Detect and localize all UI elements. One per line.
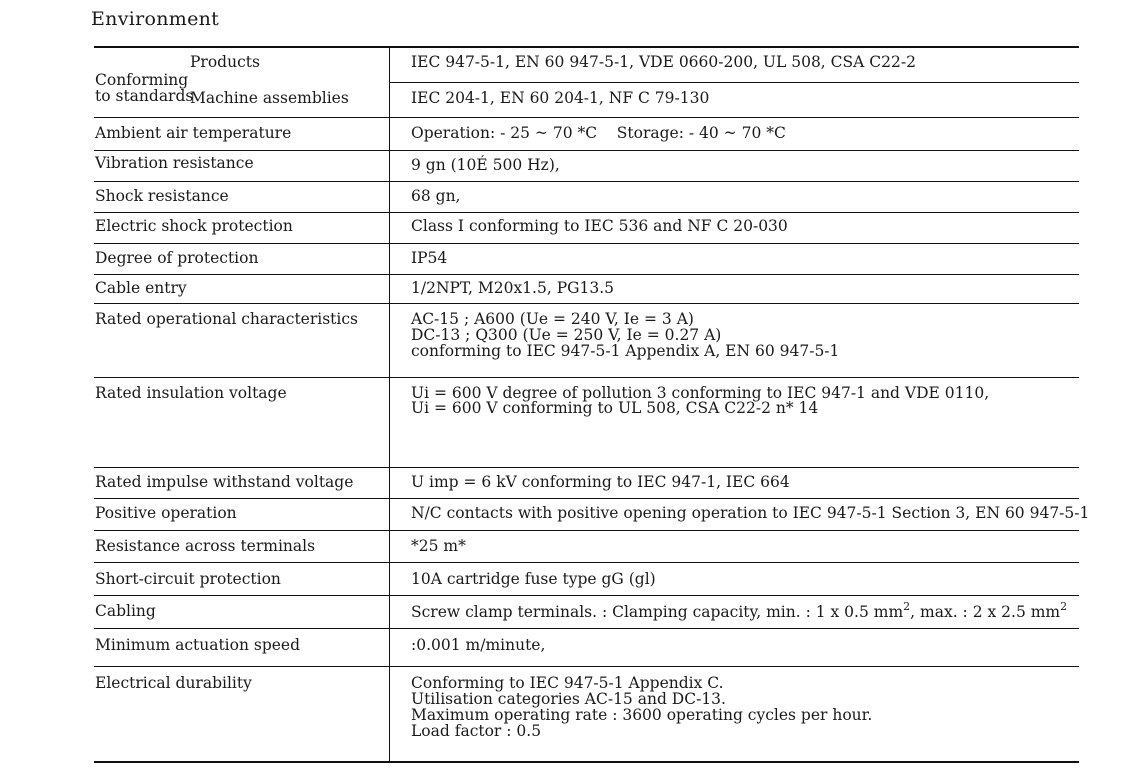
- positive-operation-value: N/C contacts with positive opening operation to IEC 947-5-1 Section 3, EN 60 947-5-1: [411, 504, 1090, 522]
- row-divider: [94, 150, 1079, 151]
- table-bottom-rule: [94, 761, 1079, 763]
- row-divider: [94, 117, 1079, 118]
- electrical-durability-value-line: Conforming to IEC 947-5-1 Appendix C.: [411, 674, 724, 692]
- rated-impulse-value: U imp = 6 kV conforming to IEC 947-1, IEC 664: [411, 473, 790, 491]
- row-divider: [390, 82, 1079, 83]
- cabling-text: Screw clamp terminals. : Clamping capacity, min. : 1 x 0.5 mm: [411, 603, 904, 621]
- degree-of-protection-value: IP54: [411, 249, 448, 267]
- electrical-durability-value-line: Load factor : 0.5: [411, 722, 542, 740]
- vibration-resistance-value: 9 gn (10É 500 Hz),: [411, 156, 560, 174]
- cabling-label: Cabling: [95, 602, 156, 620]
- ambient-temperature-value: Operation: - 25 ~ 70 *C Storage: - 40 ~ 70 *C: [411, 124, 786, 142]
- superscript: 2: [903, 599, 911, 613]
- table-top-rule: [94, 46, 1079, 48]
- row-divider: [94, 181, 1079, 182]
- shock-resistance-value: 68 gn,: [411, 187, 461, 205]
- cable-entry-value: 1/2NPT, M20x1.5, PG13.5: [411, 279, 615, 297]
- row-divider: [94, 377, 1079, 378]
- degree-of-protection-label: Degree of protection: [95, 249, 259, 267]
- products-value: IEC 947-5-1, EN 60 947-5-1, VDE 0660-200, UL 508, CSA C22-2: [411, 53, 916, 71]
- cable-entry-label: Cable entry: [95, 279, 187, 297]
- rated-operational-label: Rated operational characteristics: [95, 310, 359, 328]
- machine-assemblies-label: Machine assemblies: [190, 89, 349, 107]
- rated-operational-value-line: conforming to IEC 947-5-1 Appendix A, EN 60 947-5-1: [411, 342, 840, 360]
- short-circuit-value: 10A cartridge fuse type gG (gl): [411, 570, 656, 588]
- rated-operational-value-line: DC-13 ; Q300 (Ue = 250 V, Ie = 0.27 A): [411, 326, 722, 344]
- rated-insulation-label: Rated insulation voltage: [95, 384, 287, 402]
- electric-shock-protection-value: Class I conforming to IEC 536 and NF C 20-030: [411, 217, 788, 235]
- cabling-value: [411, 599, 1068, 621]
- row-divider: [94, 212, 1079, 213]
- conforming-label: to standards: [95, 87, 194, 105]
- shock-resistance-label: Shock resistance: [95, 187, 229, 205]
- short-circuit-label: Short-circuit protection: [95, 570, 281, 588]
- cabling-text: , max. : 2 x 2.5 mm: [910, 603, 1061, 621]
- row-divider: [94, 274, 1079, 275]
- conforming-label: Conforming: [95, 71, 189, 89]
- machine-assemblies-value: IEC 204-1, EN 60 204-1, NF C 79-130: [411, 89, 710, 107]
- rated-insulation-value-line: Ui = 600 V degree of pollution 3 conforming to IEC 947-1 and VDE 0110,: [411, 384, 990, 402]
- rated-impulse-label: Rated impulse withstand voltage: [95, 473, 354, 491]
- products-label: Products: [190, 53, 260, 71]
- row-divider: [94, 530, 1079, 531]
- rated-insulation-value-line: Ui = 600 V conforming to UL 508, CSA C22-2 n* 14: [411, 399, 819, 417]
- row-divider: [94, 243, 1079, 244]
- row-divider: [94, 666, 1079, 667]
- min-actuation-speed-value: :0.001 m/minute,: [411, 636, 546, 654]
- superscript: 2: [1060, 599, 1068, 613]
- row-divider: [94, 562, 1079, 563]
- resistance-terminals-label: Resistance across terminals: [95, 537, 316, 555]
- ambient-temperature-label: Ambient air temperature: [95, 124, 292, 142]
- electrical-durability-label: Electrical durability: [95, 674, 252, 692]
- electrical-durability-value-line: Maximum operating rate : 3600 operating cycles per hour.: [411, 706, 873, 724]
- row-divider: [94, 303, 1079, 304]
- row-divider: [94, 467, 1079, 468]
- column-divider: [389, 46, 390, 762]
- vibration-resistance-label: Vibration resistance: [95, 154, 254, 172]
- page-title: Environment: [91, 8, 220, 30]
- row-divider: [94, 595, 1079, 596]
- resistance-terminals-value: *25 m*: [411, 537, 466, 555]
- positive-operation-label: Positive operation: [95, 504, 237, 522]
- electrical-durability-value-line: Utilisation categories AC-15 and DC-13.: [411, 690, 726, 708]
- electric-shock-protection-label: Electric shock protection: [95, 217, 293, 235]
- row-divider: [94, 628, 1079, 629]
- min-actuation-speed-label: Minimum actuation speed: [95, 636, 301, 654]
- rated-operational-value-line: AC-15 ; A600 (Ue = 240 V, Ie = 3 A): [411, 310, 694, 328]
- row-divider: [94, 498, 1079, 499]
